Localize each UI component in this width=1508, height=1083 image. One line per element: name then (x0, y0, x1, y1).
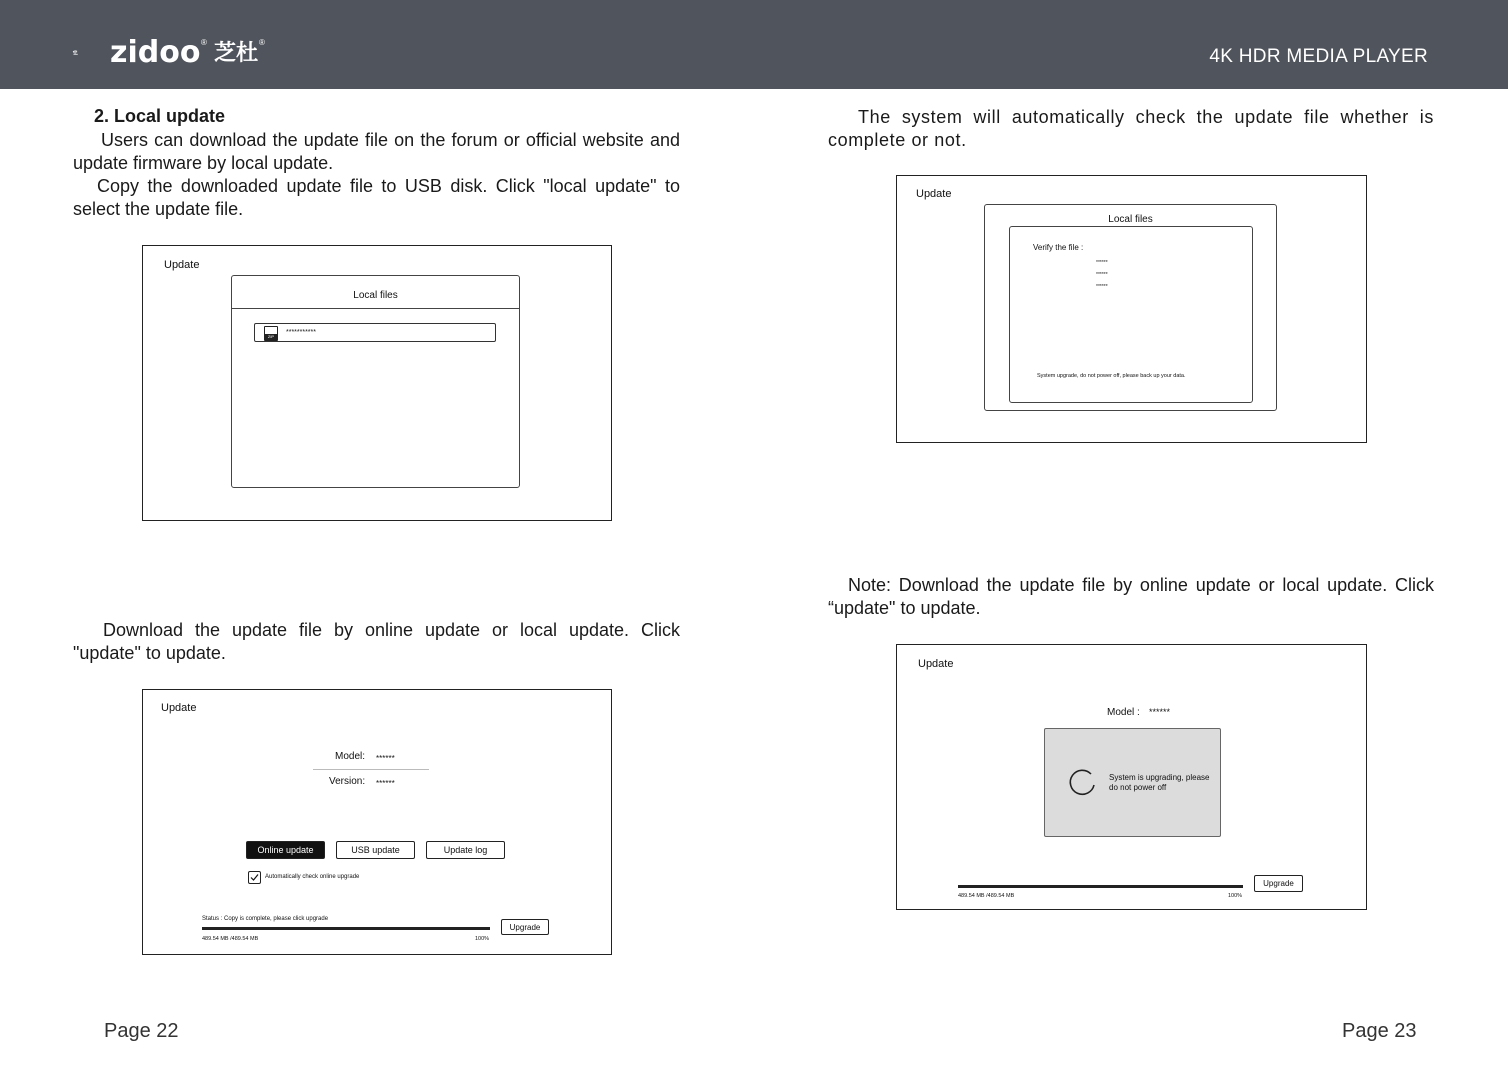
version-value: ****** (376, 779, 395, 788)
auto-check-label: Automatically check online upgrade (265, 874, 360, 880)
paragraph-local-update-intro: Users can download the update file on the forum or official website and update firmware by local update. (73, 130, 680, 173)
dialog-header (232, 276, 519, 309)
upgrading-message: System is upgrading, please do not power off (1109, 773, 1210, 792)
section-heading: 2. Local update (94, 106, 226, 126)
paragraph-note: Note: Download the update file by online update or local update. Click “update" to update. (828, 575, 1434, 618)
screen-title: Update (161, 702, 197, 714)
screenshot-local-files (142, 245, 612, 521)
page-number-right: Page 23 (1342, 1020, 1417, 1042)
status-text: Status : Copy is complete, please click upgrade (202, 916, 329, 922)
model-value: ****** (376, 754, 395, 763)
percent-text: 100% (1228, 893, 1243, 899)
screen-title: Update (916, 188, 952, 200)
progress-fill (958, 885, 1243, 888)
verify-line: ****** (1096, 260, 1108, 266)
product-title: 4K HDR MEDIA PLAYER (1209, 46, 1428, 67)
screen-title: Update (164, 259, 200, 271)
verify-line: ****** (1096, 272, 1108, 278)
verify-panel (1009, 226, 1253, 403)
paragraph-verify: The system will automatically check the update file whether is complete or not. (828, 107, 1434, 150)
brand-name: zidoo (110, 35, 201, 70)
progress-track (202, 927, 490, 930)
usb-update-button[interactable]: USB update (336, 841, 415, 859)
upgrading-dialog (1044, 728, 1221, 837)
screenshot-update-main (142, 689, 612, 955)
size-text: 489.54 MB /489.54 MB (958, 893, 1015, 899)
divider (313, 769, 429, 770)
screenshot-verify-file (896, 175, 1367, 443)
zip-file-icon: ZIP (264, 326, 278, 341)
screenshot-upgrading (896, 644, 1367, 910)
file-list-item[interactable] (254, 323, 496, 342)
update-log-button[interactable]: Update log (426, 841, 505, 859)
model-label: Model: (335, 751, 366, 762)
model-label: Model : (1107, 707, 1140, 718)
loading-spinner-icon (1067, 767, 1097, 797)
verify-line: ****** (1096, 284, 1108, 290)
upgrade-button[interactable]: Upgrade (1254, 875, 1303, 892)
local-files-dialog (231, 275, 520, 488)
version-label: Version: (329, 776, 366, 787)
verify-label: Verify the file : (1033, 243, 1084, 252)
dialog-title: Local files (353, 290, 398, 301)
registered-mark-cn: ® (259, 38, 265, 47)
online-update-button[interactable]: Online update (246, 841, 325, 859)
auto-check-checkbox[interactable] (248, 871, 261, 884)
zidoo-logo-icon (72, 38, 108, 68)
check-icon (249, 872, 260, 883)
progress-track (958, 885, 1243, 888)
brand-name-chinese: 芝杜 (214, 40, 259, 65)
paragraph-download-update: Download the update file by online update or local update. Click "update" to update. (73, 620, 680, 663)
progress-fill (202, 927, 490, 930)
file-name: *********** (286, 329, 316, 336)
local-files-dialog (984, 204, 1277, 411)
dialog-title: Local files (1108, 214, 1153, 225)
model-value: ****** (1149, 707, 1171, 717)
upgrade-button[interactable]: Upgrade (501, 919, 549, 935)
page-number-left: Page 22 (104, 1020, 179, 1042)
registered-mark: ® (201, 38, 207, 47)
paragraph-copy-file: Copy the downloaded update file to USB disk. Click "local update" to select the update file. (73, 176, 680, 219)
size-text: 489.54 MB /489.54 MB (202, 936, 259, 942)
power-warning: System upgrade, do not power off, please back up your data. (1037, 373, 1186, 379)
page-header (0, 0, 1508, 89)
screen-title: Update (918, 658, 954, 670)
percent-text: 100% (475, 936, 490, 942)
